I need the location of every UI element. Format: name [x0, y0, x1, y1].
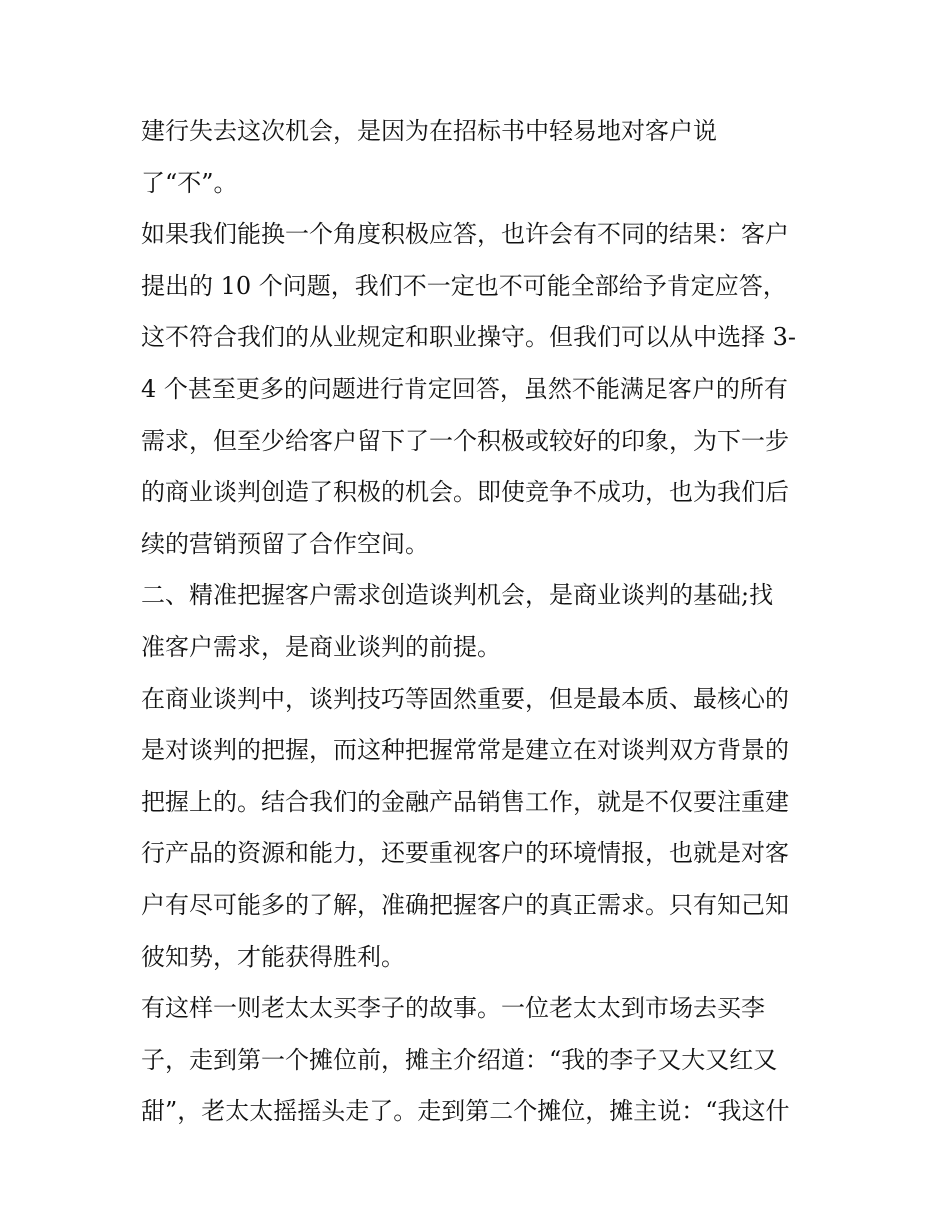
text-line: 户有尽可能多的了解，准确把握客户的真正需求。只有知己知: [141, 890, 789, 919]
text-line: 彼知势，才能获得胜利。: [141, 942, 405, 971]
text-line: 子，走到第一个摊位前，摊主介绍道：“我的李子又大又红又: [141, 1045, 778, 1074]
text-line: 需求，但至少给客户留下了一个积极或较好的印象，为下一步: [141, 426, 789, 455]
text-line: 提出的 10 个问题，我们不一定也不可能全部给予肯定应答，: [141, 271, 787, 300]
text-line: 在商业谈判中，谈判技巧等固然重要，但是最本质、最核心的: [141, 684, 789, 713]
text-line: 的商业谈判创造了积极的机会。即使竞争不成功，也为我们后: [141, 478, 789, 507]
text-line: 了“不”。: [141, 168, 238, 197]
text-line: 有这样一则老太太买李子的故事。一位老太太到市场去买李: [141, 994, 765, 1023]
body-text: [141, 106, 821, 1138]
text-line: 甜”，老太太摇摇头走了。走到第二个摊位，摊主说：“我这什: [141, 1097, 790, 1126]
text-line: 如果我们能换一个角度积极应答，也许会有不同的结果：客户: [141, 220, 789, 249]
text-line: 是对谈判的把握，而这种把握常常是建立在对谈判双方背景的: [141, 736, 789, 765]
text-line: 把握上的。结合我们的金融产品销售工作，就是不仅要注重建: [141, 787, 789, 816]
text-line: 建行失去这次机会，是因为在招标书中轻易地对客户说: [141, 117, 717, 145]
text-line: 续的营销预留了合作空间。: [141, 529, 429, 558]
text-line: 这不符合我们的从业规定和职业操守。但我们可以从中选择 3-: [141, 323, 797, 352]
text-line: 4 个甚至更多的问题进行肯定回答，虽然不能满足客户的所有: [141, 374, 788, 403]
text-line: 准客户需求，是商业谈判的前提。: [141, 632, 501, 661]
text-line: 行产品的资源和能力，还要重视客户的环境情报，也就是对客: [141, 839, 789, 868]
text-line: 二、精准把握客户需求创造谈判机会，是商业谈判的基础;找: [141, 581, 774, 610]
